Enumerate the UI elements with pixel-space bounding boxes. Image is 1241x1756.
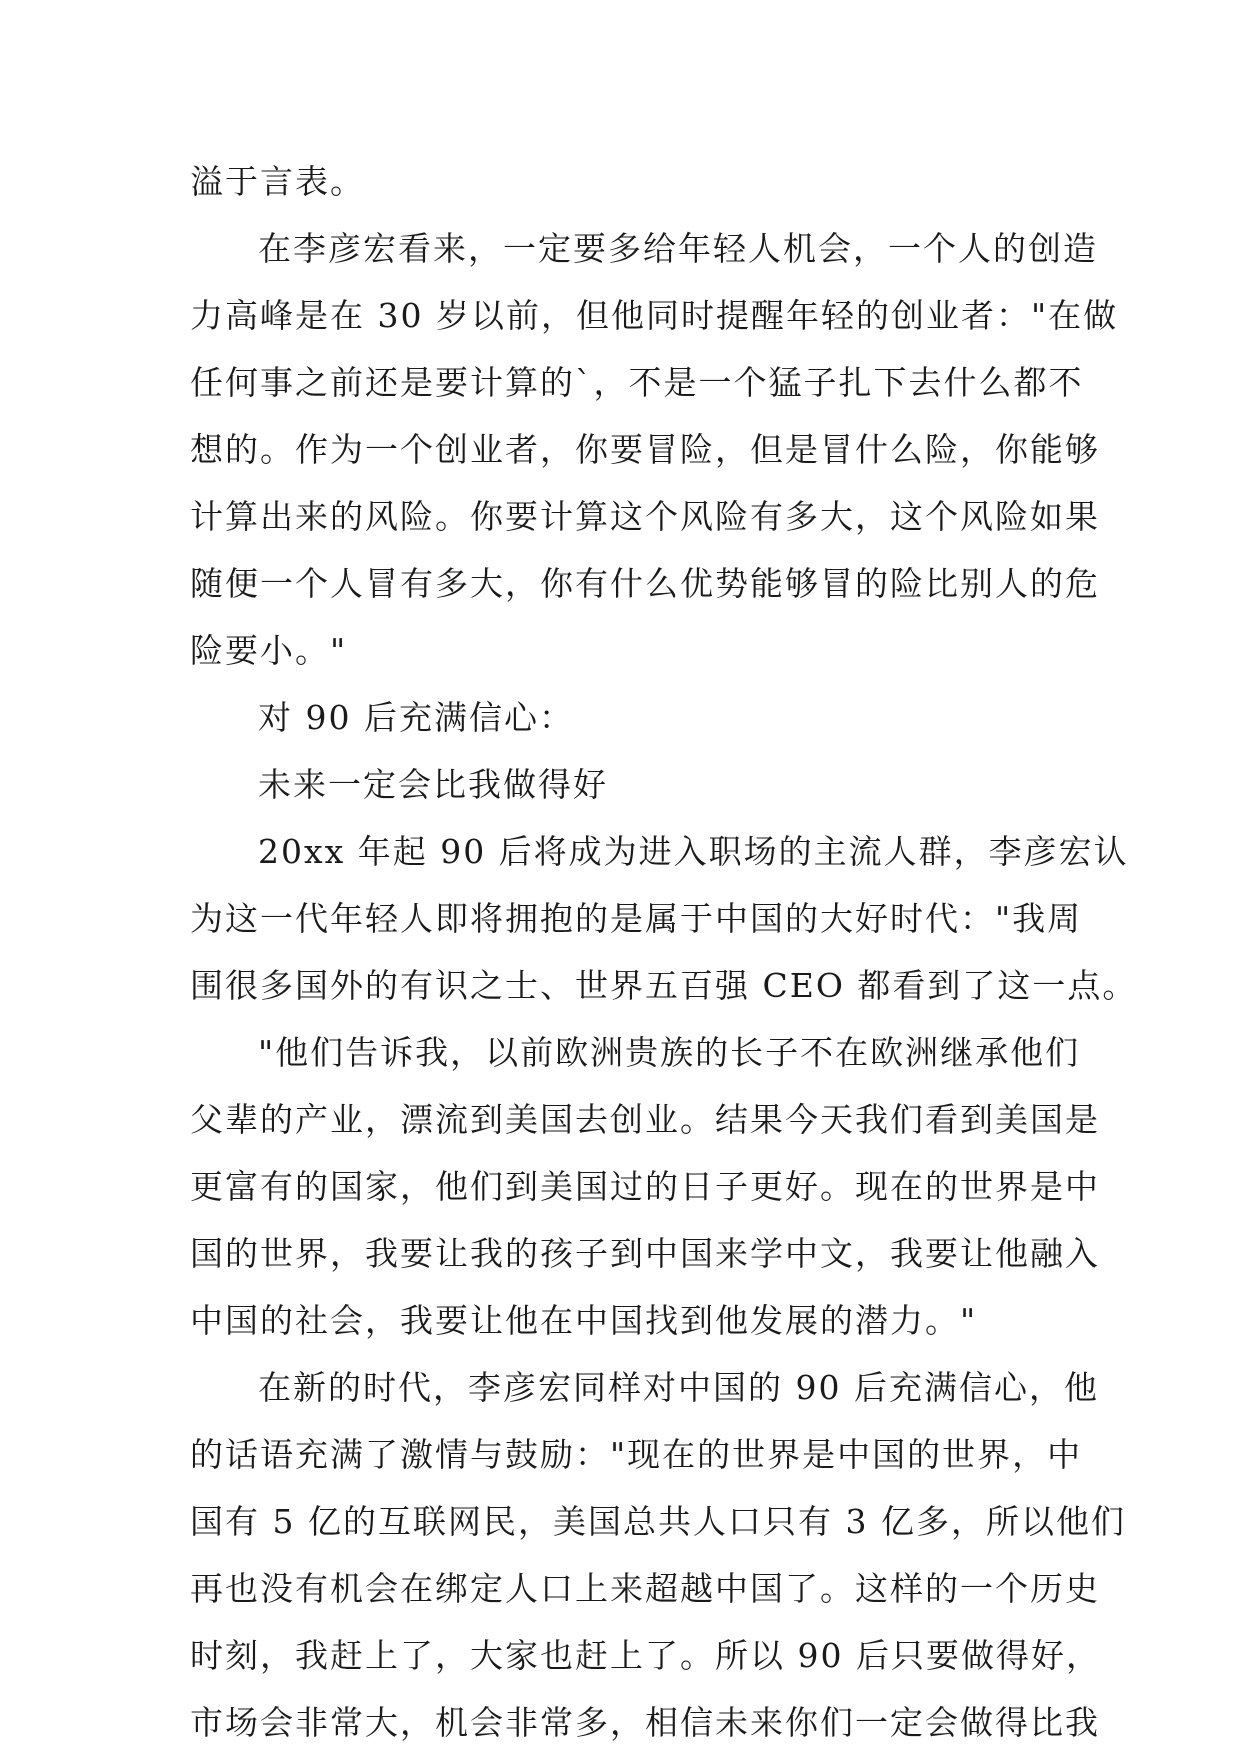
text-line: 在新的时代，李彦宏同样对中国的 90 后充满信心，他 [258,1368,1099,1407]
body-text [190,148,1138,1756]
text-line: 的话语充满了激情与鼓励："现在的世界是中国的世界，中 [190,1435,1083,1474]
text-line: 为这一代年轻人即将拥抱的是属于中国的大好时代："我周 [190,899,1083,938]
text-line: 再也没有机会在绑定人口上来超越中国了。这样的一个历史 [190,1569,1100,1608]
text-line: 围很多国外的有识之士、世界五百强 CEO 都看到了这一点。 [190,966,1138,1005]
text-line: 中国的社会，我要让他在中国找到他发展的潜力。" [190,1301,978,1340]
section-heading-line: 未来一定会比我做得好 [258,765,608,804]
text-line: 险要小。" [190,631,348,670]
text-line: 任何事之前还是要计算的`，不是一个猛子扎下去什么都不 [190,363,1084,402]
text-line: 国的世界，我要让我的孩子到中国来学中文，我要让他融入 [190,1234,1100,1273]
text-line: 市场会非常大，机会非常多，相信未来你们一定会做得比我 [190,1703,1100,1742]
text-line: 20xx 年起 90 后将成为进入职场的主流人群，李彦宏认 [258,832,1129,871]
text-line: 力高峰是在 30 岁以前，但他同时提醒年轻的创业者："在做 [190,296,1119,335]
text-line: 溢于言表。 [190,162,365,201]
text-line: 国有 5 亿的互联网民，美国总共人口只有 3 亿多，所以他们 [190,1502,1126,1541]
text-line: 计算出来的风险。你要计算这个风险有多大，这个风险如果 [190,497,1100,536]
text-line: 在李彦宏看来，一定要多给年轻人机会，一个人的创造 [258,229,1098,268]
text-line: "他们告诉我，以前欧洲贵族的长子不在欧洲继承他们 [258,1033,1081,1072]
text-line: 想的。作为一个创业者，你要冒险，但是冒什么险，你能够 [190,430,1100,469]
text-line: 随便一个人冒有多大，你有什么优势能够冒的险比别人的危 [190,564,1100,603]
text-line: 父辈的产业，漂流到美国去创业。结果今天我们看到美国是 [190,1100,1100,1139]
section-heading-line: 对 90 后充满信心： [258,698,574,737]
text-line: 时刻，我赶上了，大家也赶上了。所以 90 后只要做得好， [190,1636,1101,1675]
text-line: 更富有的国家，他们到美国过的日子更好。现在的世界是中 [190,1167,1100,1206]
